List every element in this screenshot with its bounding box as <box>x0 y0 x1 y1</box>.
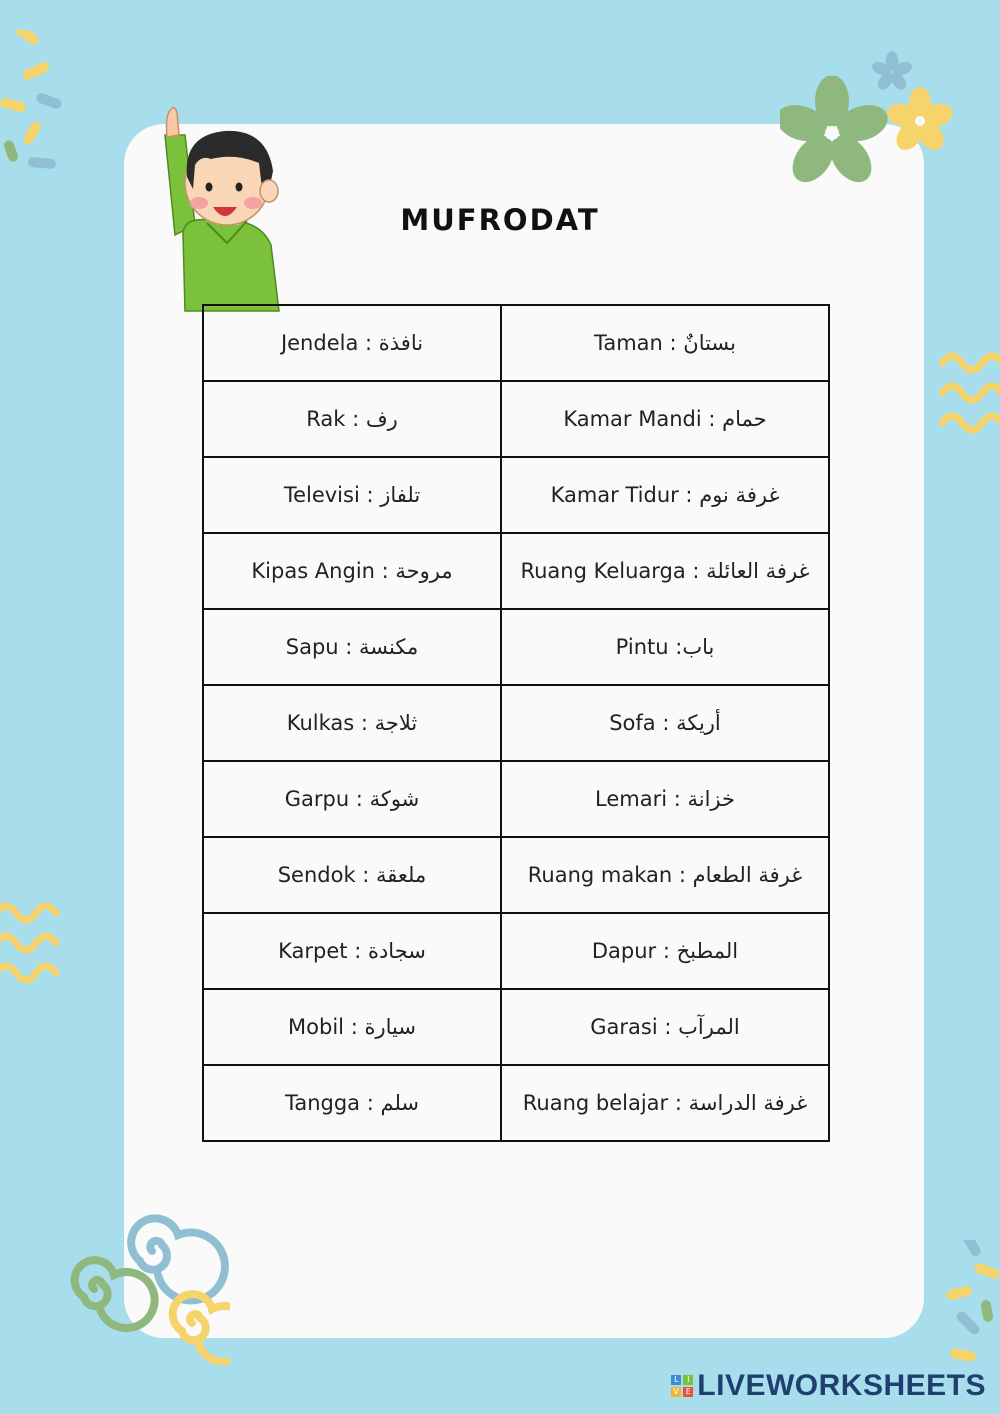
vocab-cell-left: Tangga : سلم <box>203 1065 501 1141</box>
vocab-cell-right: Ruang belajar : غرفة الدراسة <box>501 1065 829 1141</box>
vocab-cell-right: Garasi : المرآب <box>501 989 829 1065</box>
vocab-cell-left: Karpet : سجادة <box>203 913 501 989</box>
vocab-cell-right: Ruang Keluarga : غرفة العائلة <box>501 533 829 609</box>
vocabulary-table <box>202 304 830 1142</box>
vocab-cell-right: Dapur : المطبخ <box>501 913 829 989</box>
table-row <box>203 989 829 1065</box>
vocab-cell-left: Garpu : شوكة <box>203 761 501 837</box>
spiral-icon <box>60 1205 230 1365</box>
table-row <box>203 1065 829 1141</box>
vocab-cell-left: Mobil : سيارة <box>203 989 501 1065</box>
table-row <box>203 533 829 609</box>
wave-icon <box>938 345 1000 445</box>
flower-icon <box>886 86 956 158</box>
wave-icon <box>0 895 62 995</box>
table-row <box>203 305 829 381</box>
table-row <box>203 685 829 761</box>
vocab-cell-right: Sofa : أريكة <box>501 685 829 761</box>
vocab-cell-left: Jendela : نافذة <box>203 305 501 381</box>
table-row <box>203 913 829 989</box>
vocab-cell-right: Kamar Mandi : حمام <box>501 381 829 457</box>
vocab-cell-right: Pintu :باب <box>501 609 829 685</box>
liveworksheets-logo-icon: L I V E <box>671 1375 693 1397</box>
page-title: MUFRODAT <box>400 203 600 237</box>
vocab-cell-left: Kipas Angin : مروحة <box>203 533 501 609</box>
confetti-top-left <box>0 30 80 190</box>
vocab-cell-left: Sendok : ملعقة <box>203 837 501 913</box>
vocab-cell-left: Televisi : تلفاز <box>203 457 501 533</box>
flower-icon <box>870 50 914 94</box>
table-row <box>203 761 829 837</box>
vocab-cell-right: Ruang makan : غرفة الطعام <box>501 837 829 913</box>
table-row <box>203 837 829 913</box>
vocab-cell-left: Kulkas : ثلاجة <box>203 685 501 761</box>
vocab-cell-left: Sapu : مكنسة <box>203 609 501 685</box>
vocab-cell-right: Taman : بستانٌ <box>501 305 829 381</box>
vocab-cell-left: Rak : رف <box>203 381 501 457</box>
vocab-cell-right: Kamar Tidur : غرفة نوم <box>501 457 829 533</box>
confetti-bottom-right <box>940 1240 1000 1380</box>
table-row <box>203 457 829 533</box>
table-row <box>203 609 829 685</box>
vocab-cell-right: Lemari : خزانة <box>501 761 829 837</box>
brand-name: LIVEWORKSHEETS <box>697 1369 986 1402</box>
table-row <box>203 381 829 457</box>
liveworksheets-logo[interactable] <box>671 1368 986 1404</box>
